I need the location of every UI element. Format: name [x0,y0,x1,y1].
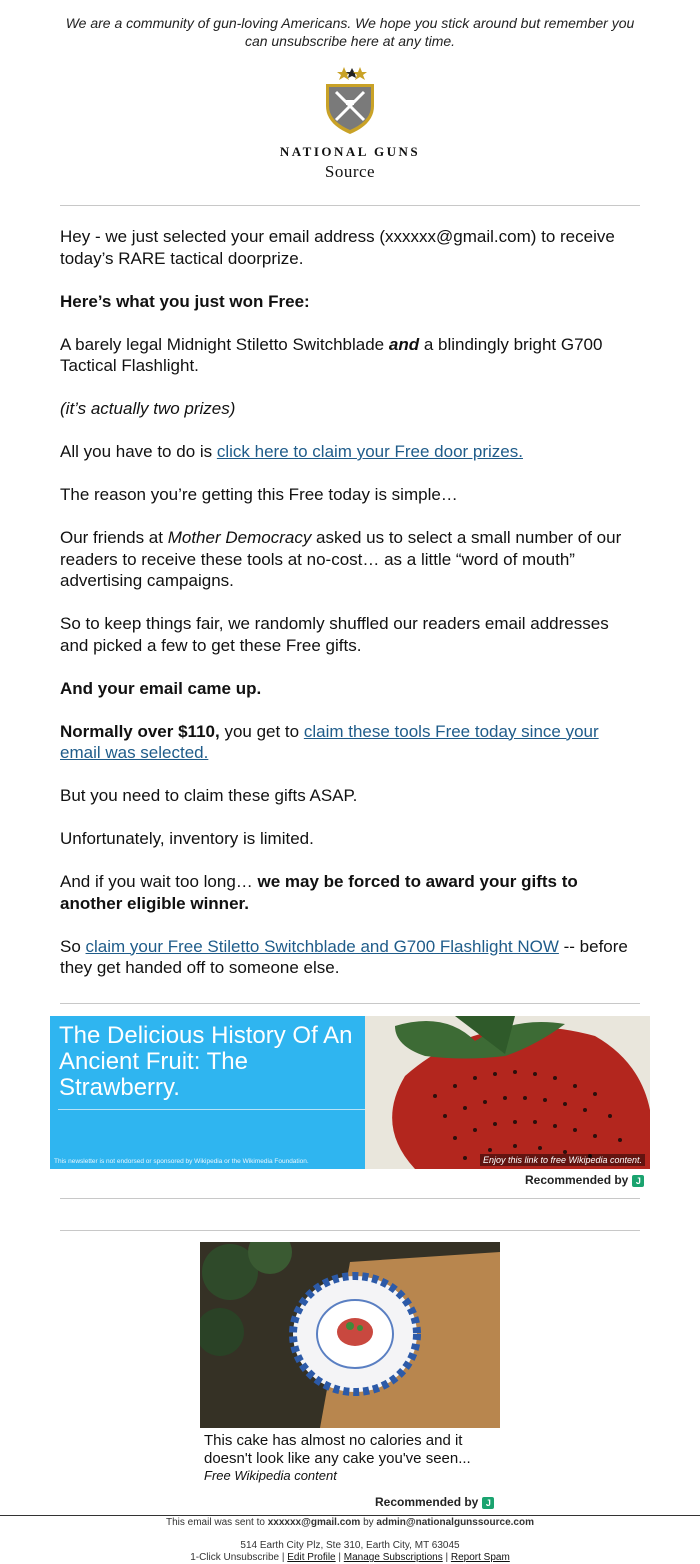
wait-paragraph: And if you wait too long… we may be forced to award your gifts to another eligible winner. [60,872,578,913]
cake-ad-headline[interactable]: This cake has almost no calories and it doesn't look like any cake you've seen... [204,1432,471,1467]
asap-paragraph: But you need to claim these gifts ASAP. [60,786,358,805]
cake-plate-image[interactable] [200,1242,500,1428]
intro-paragraph: Hey - we just selected your email address (xxxxxx@gmail.com) to receive today’s RARE tactical doorprize. [60,227,615,268]
strawberry-ad-banner[interactable] [50,1016,650,1169]
email-came-up: And your email came up. [60,678,262,698]
two-prizes-note: (it’s actually two prizes) [60,399,236,418]
friends-paragraph: Our friends at Mother Democracy asked us to select a small number of our readers to receive these tools at no-cost… as a little “word of mouth” advertising campaigns. [60,528,622,590]
claim-door-prizes-link[interactable]: click here to claim your Free door prizes. [216,442,523,461]
ad-underline [58,1109,378,1110]
footer-divider [0,1515,700,1516]
prize-paragraph: A barely legal Midnight Stiletto Switchblade and a blindingly bright G700 Tactical Flashlight. [60,334,603,375]
ad-title[interactable]: The Delicious History Of An Ancient Fruit: The Strawberry. [59,1022,353,1101]
brand-name: NATIONAL GUNS [279,144,421,159]
claim-tools-link[interactable]: claim these tools Free today since your email was selected. [60,721,599,762]
fair-paragraph: So to keep things fair, we randomly shuffled our readers email addresses and picked a few to get these Free gifts. [60,614,609,655]
claim-paragraph: All you have to do is click here to claim your Free door prizes. [60,442,523,461]
edit-profile-link[interactable]: Edit Profile [287,1552,336,1563]
recommended-by-label[interactable]: Recommended by J [375,1495,494,1509]
footer-address: 514 Earth City Plz, Ste 310, Earth City, MT 63045 [240,1540,460,1551]
jeeng-logo-icon: J [482,1497,494,1509]
ad-enjoy-caption: Enjoy this link to free Wikipedia content. [480,1154,645,1166]
reason-paragraph: The reason you’re getting this Free today is simple… [60,485,458,504]
manage-subscriptions-link[interactable]: Manage Subscriptions [343,1552,443,1563]
brand-subname: Source [324,162,376,181]
price-paragraph: Normally over $110, you get to claim these tools Free today since your email was selected. [60,721,599,762]
divider [60,1230,640,1231]
cake-ad-subline: Free Wikipedia content [204,1468,337,1483]
claim-switchblade-link[interactable]: claim your Free Stiletto Switchblade and G700 Flashlight NOW [85,936,559,956]
brand-logo [265,66,435,182]
unsubscribe-note: We are a community of gun-loving Americans. We hope you stick around but remember you can unsubscribe here at any time. [65,15,635,49]
divider [60,1003,640,1004]
ad-disclaimer: This newsletter is not endorsed or sponsored by Wikipedia or the Wikimedia Foundation. [54,1158,309,1165]
one-click-unsubscribe[interactable]: 1-Click Unsubscribe [190,1552,280,1563]
email-body [60,226,640,1000]
won-heading: Here’s what you just won Free: [60,291,310,311]
final-paragraph: So claim your Free Stiletto Switchblade and G700 Flashlight NOW -- before they get handed off to someone else. [60,936,628,977]
jeeng-logo-icon: J [632,1175,644,1187]
footer-sent-line: This email was sent to xxxxxx@gmail.com by admin@nationalgunssource.com [166,1517,534,1528]
divider [60,1198,640,1199]
divider [60,205,640,206]
report-spam-link[interactable]: Report Spam [450,1552,510,1563]
strawberry-image[interactable] [365,1016,650,1169]
footer-links: 514 Earth City Plz, Ste 310, Earth City, MT 63045 1-Click Unsubscribe | Edit Profile | Manage Subscriptions | Report Spam [0,1540,700,1564]
inventory-paragraph: Unfortunately, inventory is limited. [60,829,314,848]
shield-crossed-rifles-icon [320,66,380,136]
recommended-by-label[interactable]: Recommended by J [525,1173,644,1187]
